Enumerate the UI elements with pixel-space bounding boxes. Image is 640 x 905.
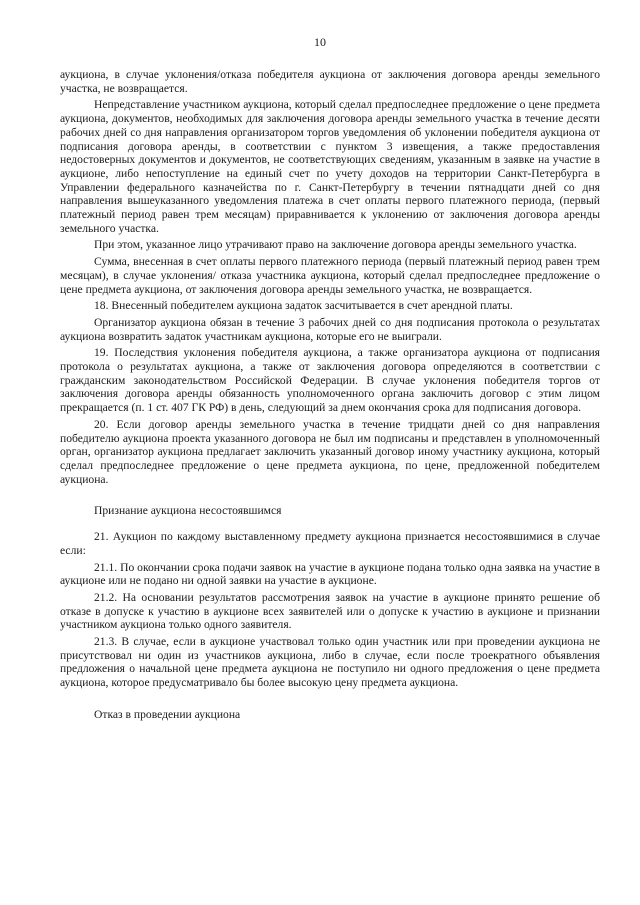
paragraph: 19. Последствия уклонения победителя аукциона, а также организатора аукциона от подписания протокола о результатах аукциона, а также от заключения договора определяются в соответствии с гражданским законодательством Российской Федерации. В случае уклонения победителя торгов от заключения договора аренды обязанность уполномоченного органа заключить договор с этим лицом прекращается (п. 1 ст. 407 ГК РФ) в день, следующий за днем окончания срока для подписания договора. [60, 346, 600, 415]
paragraph: 21.3. В случае, если в аукционе участвовал только один участник или при проведении аукциона не присутствовал ни один из участников аукциона, либо в случае, если после троекратного объявления предложения о начальной цене предмета аукциона не поступило ни одного предложения о цене предмета аукциона, которое предусматривало бы более высокую цену предмета аукциона. [60, 635, 600, 690]
paragraph: Организатор аукциона обязан в течение 3 рабочих дней со дня подписания протокола о результатах аукциона возвратить задаток участникам аукциона, которые его не выиграли. [60, 315, 600, 343]
paragraph: Непредставление участником аукциона, который сделал предпоследнее предложение о цене предмета аукциона, документов, необходимых для заключения договора аренды земельного участка в течение десяти рабочих дней со дня направления организатором торгов уведомления об уклонении победителя аукциона от подписания договора аренды, в соответствии с пунктом 3 извещения, а также предоставления недостоверных документов и документов, не соответствующих сведениям, указанным в заявке на участие в аукционе, либо непоступление на единый счет по учету доходов на территории Санкт-Петербурга в Управлении федерального казначейства по г. Санкт-Петербургу в течении пятнадцати дней со дня направления вышеуказанного уведомления платежа в счет оплаты первого платежного периода, (первый платежный период равен трем месяцам) приравнивается к уклонению от заключения договора аренды земельного участка. [60, 98, 600, 235]
document-body [60, 68, 600, 734]
paragraph: 21. Аукцион по каждому выставленному предмету аукциона признается несостоявшимися в случае если: [60, 530, 600, 557]
page-number: 10 [314, 35, 326, 49]
paragraph: 21.1. По окончании срока подачи заявок на участие в аукционе подана только одна заявка на участие в аукционе или не подано ни одной заявки на участие в аукционе. [60, 560, 600, 588]
section-heading: Отказ в проведении аукциона [94, 707, 241, 721]
paragraph: 18. Внесенный победителем аукциона задаток засчитывается в счет арендной платы. [94, 299, 513, 313]
paragraph: Сумма, внесенная в счет оплаты первого платежного периода (первый платежный период равен трем месяцам), в случае уклонения/ отказа участника аукциона, который сделал предпоследнее предложение о цене предмета аукциона, от заключения договора аренды земельного участка, не возвращается. [60, 255, 600, 296]
paragraph: 20. Если договор аренды земельного участка в течение тридцати дней со дня направления победителю аукциона проекта указанного договора не был им подписаны и представлен в уполномоченный орган, организатор аукциона предлагает заключить указанный договор иному участнику аукциона, который сделал предпоследнее предложение о цене предмета аукциона, по цене, предложенной победителем аукциона. [60, 417, 600, 486]
paragraph: При этом, указанное лицо утрачивают право на заключение договора аренды земельного участка. [94, 238, 577, 252]
paragraph: 21.2. На основании результатов рассмотрения заявок на участие в аукционе принято решение об отказе в допуске к участию в аукционе всех заявителей или о допуске к участию в аукционе и признании участником аукциона только одного заявителя. [60, 590, 600, 632]
paragraph: аукциона, в случае уклонения/отказа победителя аукциона от заключения договора аренды земельного участка, не возвращается. [60, 68, 600, 95]
section-heading: Признание аукциона несостоявшимся [94, 504, 282, 518]
